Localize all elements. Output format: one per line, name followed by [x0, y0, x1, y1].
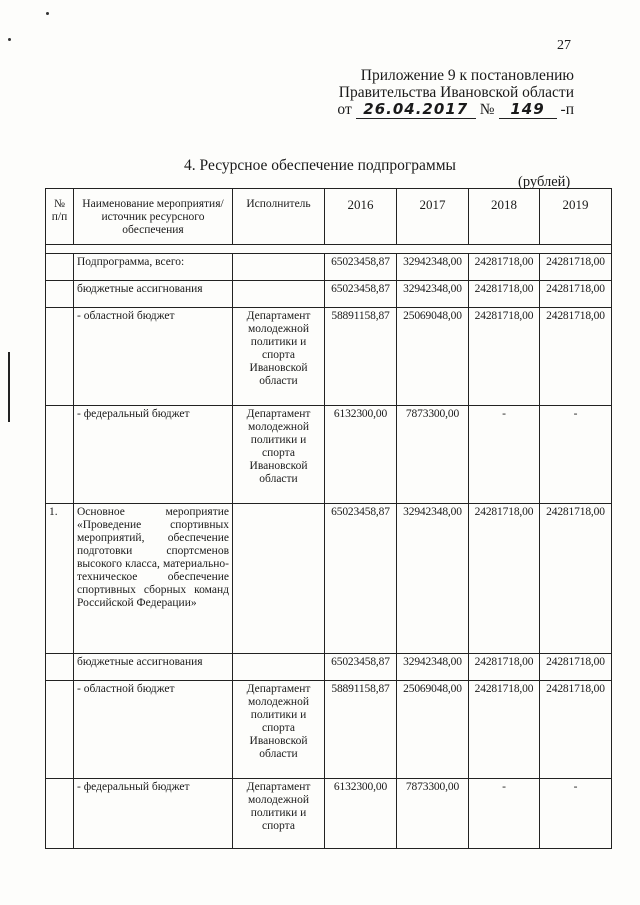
- row-value-2019: 24281718,00: [540, 281, 612, 308]
- row-name: Подпрограмма, всего:: [74, 254, 233, 281]
- row-value-2017: 25069048,00: [397, 681, 469, 779]
- row-value-2016: 58891158,87: [325, 681, 397, 779]
- row-value-2016: 6132300,00: [325, 406, 397, 504]
- col-header-2016: 2016: [325, 189, 397, 245]
- handwritten-number: 149: [499, 101, 557, 119]
- row-index: [46, 779, 74, 849]
- row-executor: Департамент молодежной политики и спорта Ивановской области: [233, 308, 325, 406]
- table-header-row: [46, 189, 612, 245]
- table-row: [46, 779, 612, 849]
- margin-mark: [8, 352, 10, 422]
- table-row: [46, 281, 612, 308]
- appendix-line-1: Приложение 9 к постановлению: [360, 67, 574, 84]
- row-name: - областной бюджет: [74, 308, 233, 406]
- col-header-2017: 2017: [397, 189, 469, 245]
- table-row: [46, 406, 612, 504]
- row-value-2016: 6132300,00: [325, 779, 397, 849]
- row-value-2018: 24281718,00: [469, 308, 540, 406]
- row-value-2016: 65023458,87: [325, 504, 397, 654]
- row-executor: [233, 654, 325, 681]
- resource-table: [45, 188, 612, 849]
- row-value-2018: 24281718,00: [469, 504, 540, 654]
- row-index: [46, 406, 74, 504]
- row-executor: [233, 504, 325, 654]
- row-index: 1.: [46, 504, 74, 654]
- row-value-2019: 24281718,00: [540, 504, 612, 654]
- handwritten-date: 26.04.2017: [356, 101, 476, 119]
- document-title: 4. Ресурсное обеспечение подпрограммы: [184, 157, 456, 174]
- row-name: Основное мероприятие «Проведение спортивных мероприятий, обеспечение подготовки спортсменов высокого класса, материально-техническое обеспечение спортивных сборных команд Российской Федерации»: [74, 504, 233, 654]
- row-value-2019: -: [540, 779, 612, 849]
- row-executor: Департамент молодежной политики и спорта Ивановской области: [233, 681, 325, 779]
- row-value-2018: 24281718,00: [469, 254, 540, 281]
- row-value-2016: 65023458,87: [325, 654, 397, 681]
- row-value-2017: 32942348,00: [397, 254, 469, 281]
- table-row: [46, 308, 612, 406]
- number-label: №: [479, 101, 495, 118]
- row-value-2017: 32942348,00: [397, 504, 469, 654]
- row-name: - областной бюджет: [74, 681, 233, 779]
- appendix-header: [337, 67, 574, 119]
- row-value-2019: -: [540, 406, 612, 504]
- units-label: (рублей): [518, 174, 571, 190]
- col-header-executor: Исполнитель: [233, 189, 325, 245]
- row-value-2018: 24281718,00: [469, 654, 540, 681]
- row-value-2017: 25069048,00: [397, 308, 469, 406]
- number-suffix: -п: [560, 101, 574, 118]
- table-row: [46, 254, 612, 281]
- row-executor: Департамент молодежной политики и спорта Ивановской области: [233, 406, 325, 504]
- row-name: - федеральный бюджет: [74, 779, 233, 849]
- row-name: бюджетные ассигнования: [74, 281, 233, 308]
- row-value-2016: 65023458,87: [325, 254, 397, 281]
- col-header-2018: 2018: [469, 189, 540, 245]
- table-spacer-row: [46, 245, 612, 254]
- col-header-index: № п/п: [46, 189, 74, 245]
- row-value-2019: 24281718,00: [540, 681, 612, 779]
- col-header-2019: 2019: [540, 189, 612, 245]
- table-row: [46, 654, 612, 681]
- appendix-from: от: [337, 101, 352, 118]
- row-name: - федеральный бюджет: [74, 406, 233, 504]
- appendix-line-2: Правительства Ивановской области: [338, 84, 574, 101]
- appendix-line-3: [337, 101, 574, 119]
- table-row: [46, 504, 612, 654]
- row-value-2016: 65023458,87: [325, 281, 397, 308]
- row-name: бюджетные ассигнования: [74, 654, 233, 681]
- row-value-2016: 58891158,87: [325, 308, 397, 406]
- table-row: [46, 681, 612, 779]
- row-index: [46, 281, 74, 308]
- row-executor: [233, 281, 325, 308]
- row-index: [46, 654, 74, 681]
- row-value-2017: 7873300,00: [397, 779, 469, 849]
- row-index: [46, 308, 74, 406]
- page-number: 27: [557, 38, 571, 53]
- row-value-2017: 7873300,00: [397, 406, 469, 504]
- row-index: [46, 254, 74, 281]
- row-value-2017: 32942348,00: [397, 654, 469, 681]
- row-executor: [233, 254, 325, 281]
- row-value-2019: 24281718,00: [540, 308, 612, 406]
- row-executor: Департамент молодежной политики и спорта: [233, 779, 325, 849]
- row-value-2017: 32942348,00: [397, 281, 469, 308]
- row-value-2019: 24281718,00: [540, 654, 612, 681]
- col-header-name: Наименование мероприятия/источник ресурсного обеспечения: [74, 189, 233, 245]
- row-index: [46, 681, 74, 779]
- row-value-2018: 24281718,00: [469, 281, 540, 308]
- row-value-2018: -: [469, 406, 540, 504]
- row-value-2019: 24281718,00: [540, 254, 612, 281]
- row-value-2018: 24281718,00: [469, 681, 540, 779]
- scan-dot: [8, 38, 11, 41]
- scan-dot: [46, 12, 49, 15]
- row-value-2018: -: [469, 779, 540, 849]
